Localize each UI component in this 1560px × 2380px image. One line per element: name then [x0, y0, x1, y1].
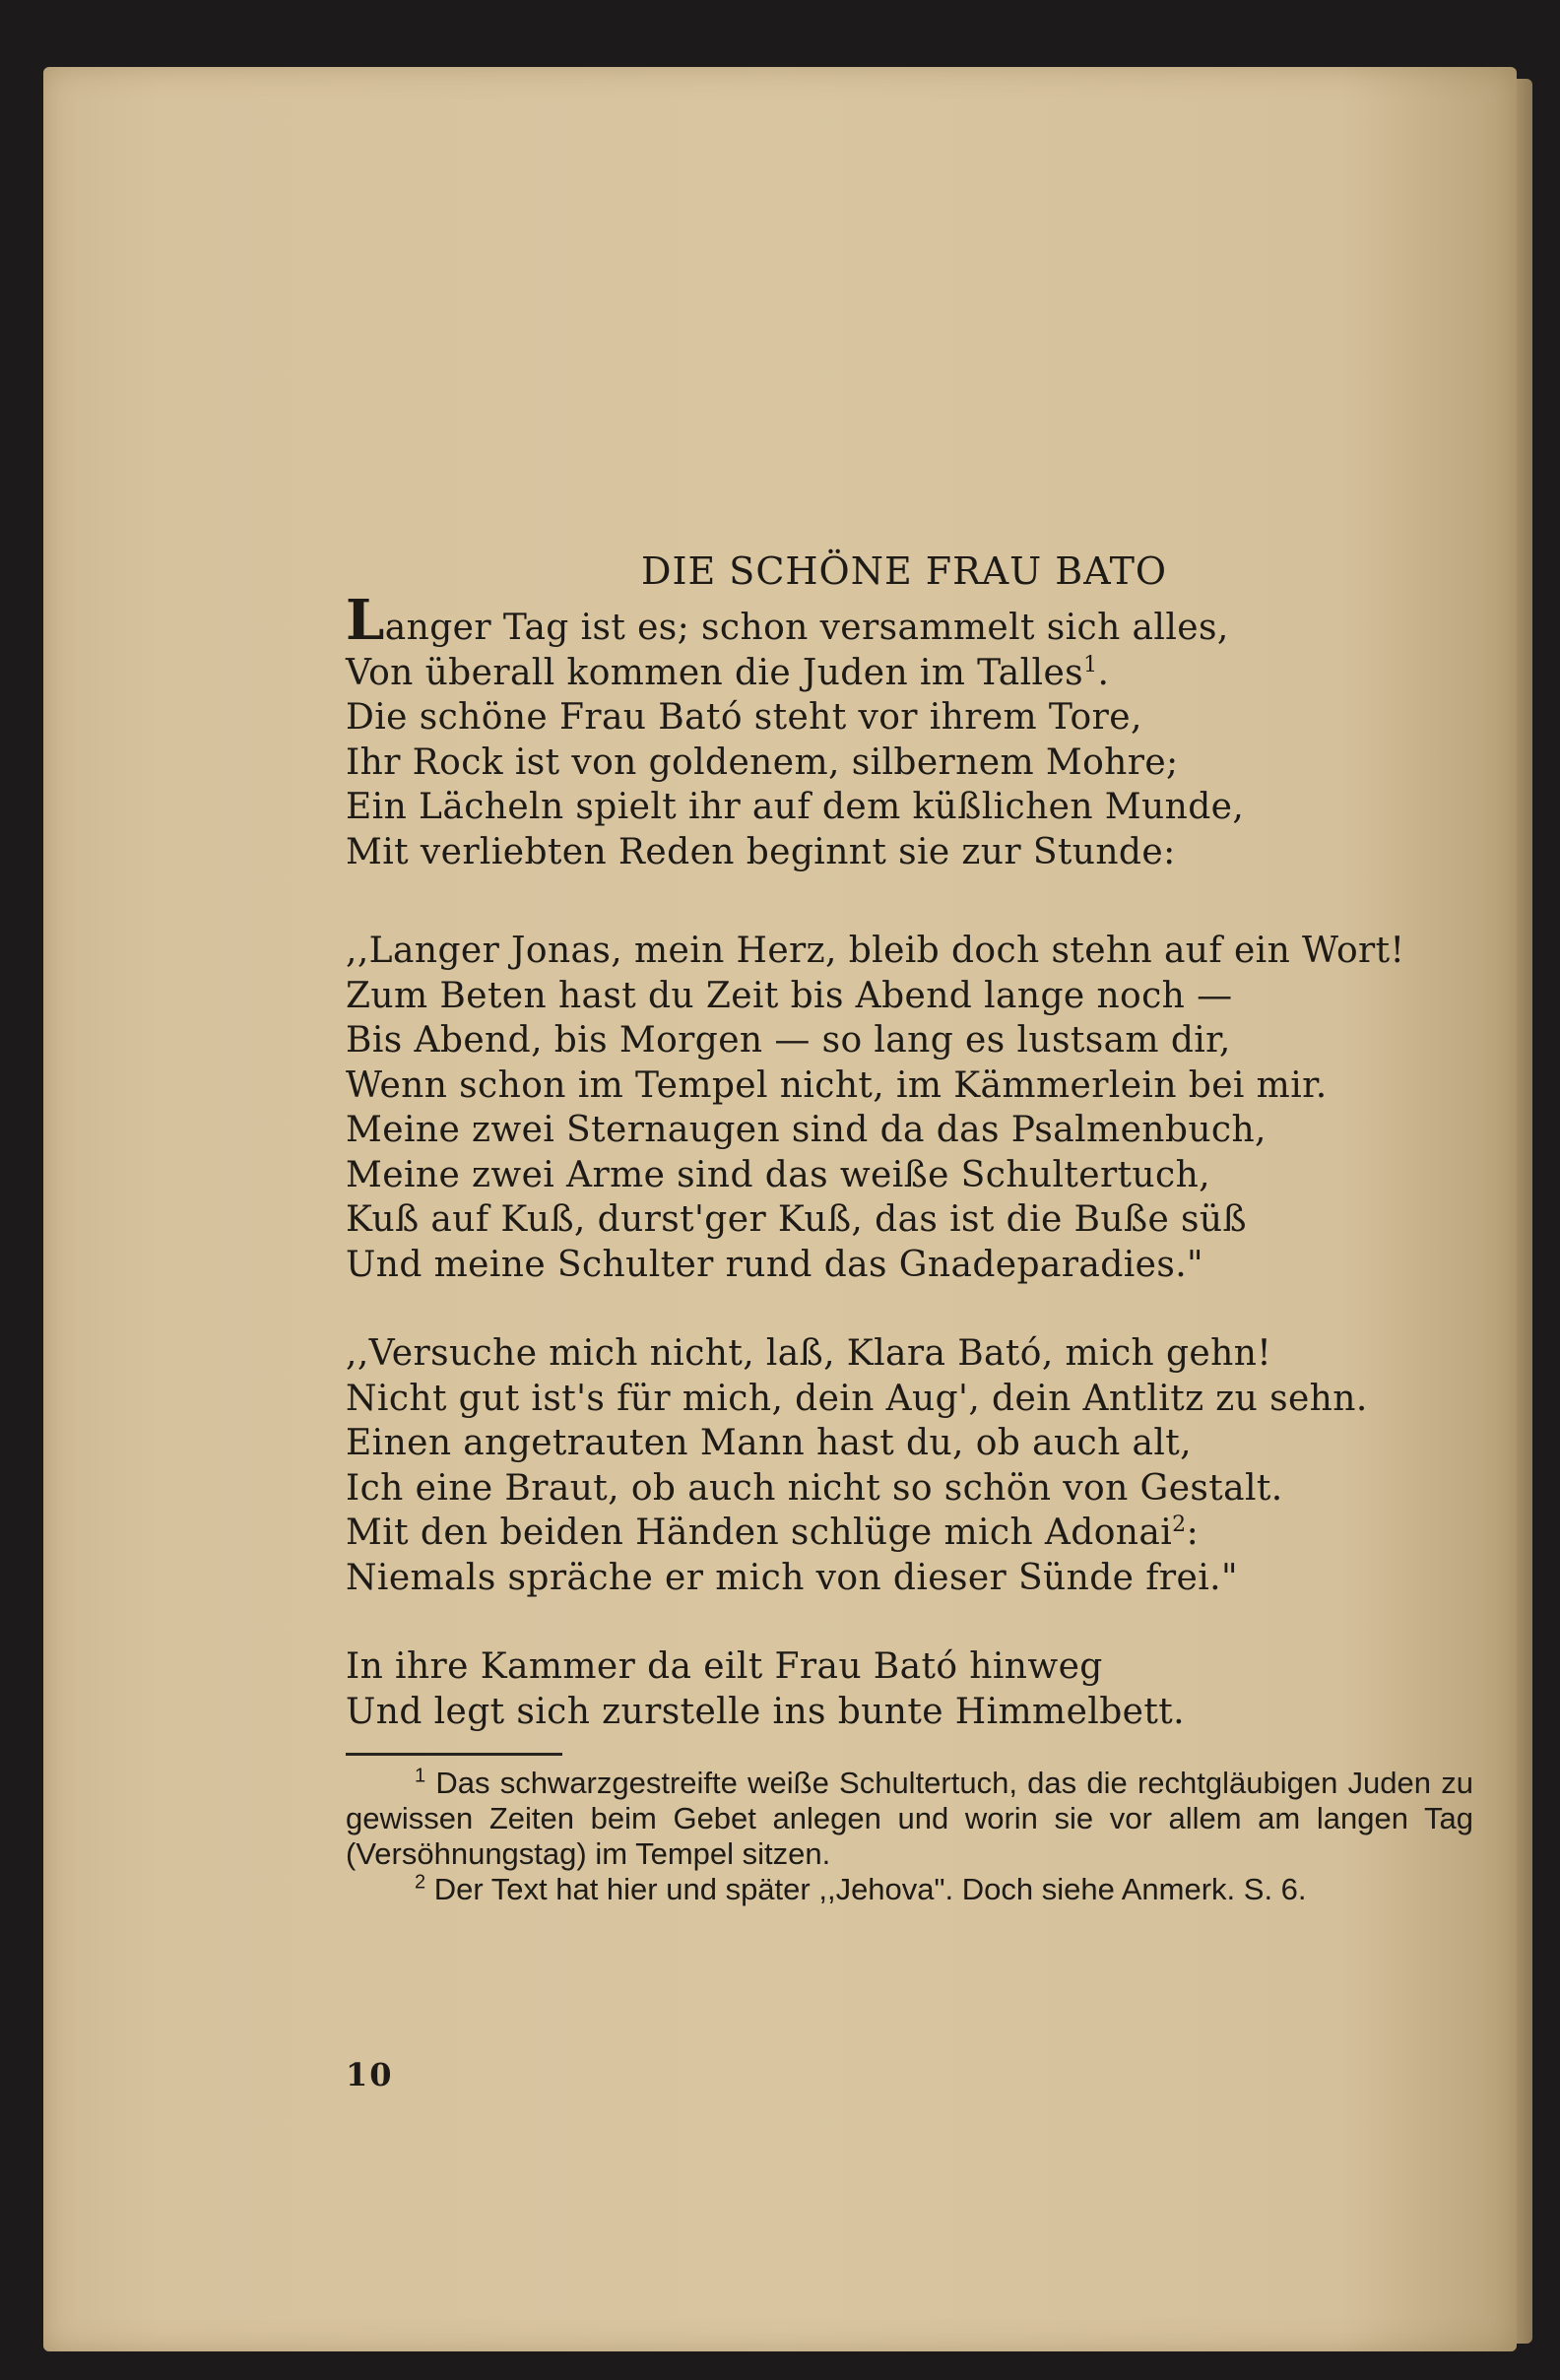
poem-line: Wenn schon im Tempel nicht, im Kämmerlein bei mir.: [346, 1064, 1328, 1106]
stanza-2: [346, 929, 1404, 1287]
poem-line: Niemals spräche er mich von dieser Sünde frei.": [346, 1557, 1238, 1598]
stanza-4: [346, 1644, 1185, 1734]
poem-line: Nicht gut ist's für mich, dein Aug', dein Antlitz zu sehn.: [346, 1378, 1368, 1419]
footnote-marker: 1: [415, 1765, 426, 1787]
poem-line: Mit verliebten Reden beginnt sie zur Stunde:: [346, 831, 1176, 872]
poem-line: ,,Langer Jonas, mein Herz, bleib doch stehn auf ein Wort!: [346, 931, 1405, 971]
poem-line: Bis Abend, bis Morgen — so lang es lustsam dir,: [346, 1020, 1231, 1061]
poem-line: Ich eine Braut, ob auch nicht so schön von Gestalt.: [346, 1467, 1283, 1509]
poem-line: ,,Versuche mich nicht, laß, Klara Bató, mich gehn!: [346, 1333, 1272, 1374]
poem-line: Von überall kommen die Juden im Talles$^1$.: [346, 652, 1110, 693]
page-number: 10: [346, 2056, 394, 2093]
footnote-divider: [346, 1753, 562, 1756]
poem-line: Meine zwei Arme sind das weiße Schultertuch,: [346, 1154, 1210, 1195]
poem-line: Zum Beten hast du Zeit bis Abend lange noch —: [346, 975, 1233, 1016]
footnote-ref-2[interactable]: 2: [1172, 1512, 1187, 1537]
footnotes: [346, 1766, 1473, 1907]
stanza-1: [346, 588, 1245, 874]
poem-line: Langer Tag ist es; schon versammelt sich alles,: [346, 588, 1229, 653]
poem-line: Einen angetrauten Mann hast du, ob auch alt,: [346, 1423, 1193, 1463]
poem-line: Ein Lächeln spielt ihr auf dem küßlichen Munde,: [346, 787, 1245, 827]
stanza-3: [346, 1331, 1368, 1600]
poem-line: Und legt sich zurstelle ins bunte Himmelbett.: [346, 1691, 1185, 1732]
footnote-2: $^2$ Der Text hat hier und später ,,Jehova". Doch siehe Anmerk. S. 6.: [415, 1871, 1307, 1906]
poem-line: Kuß auf Kuß, durst'ger Kuß, das ist die Buße süß: [346, 1199, 1247, 1240]
drop-cap: L: [346, 588, 385, 653]
poem-line: Die schöne Frau Bató steht vor ihrem Tore,: [346, 697, 1142, 738]
poem-line: Und meine Schulter rund das Gnadeparadies.": [346, 1244, 1204, 1285]
poem-line: Meine zwei Sternaugen sind da das Psalmenbuch,: [346, 1110, 1267, 1150]
poem-line: Mit den beiden Händen schlüge mich Adonai$^2$:: [346, 1512, 1200, 1553]
poem-title: DIE SCHÖNE FRAU BATO: [641, 549, 1168, 593]
poem-line: In ihre Kammer da eilt Frau Bató hinweg: [346, 1646, 1103, 1687]
footnote-marker: 2: [415, 1871, 426, 1894]
footnote-1: $^1$ Das schwarzgestreifte weiße Schultertuch, das die rechtgläubigen Juden zu gewissen Zeiten beim Gebet anlegen und worin sie vor allem am langen Tag (Versöhnungstag) im Tempel sitzen.: [346, 1765, 1473, 1871]
footnote-ref-1[interactable]: 1: [1083, 652, 1098, 677]
poem-line: Ihr Rock ist von goldenem, silbernem Mohre;: [346, 741, 1179, 783]
